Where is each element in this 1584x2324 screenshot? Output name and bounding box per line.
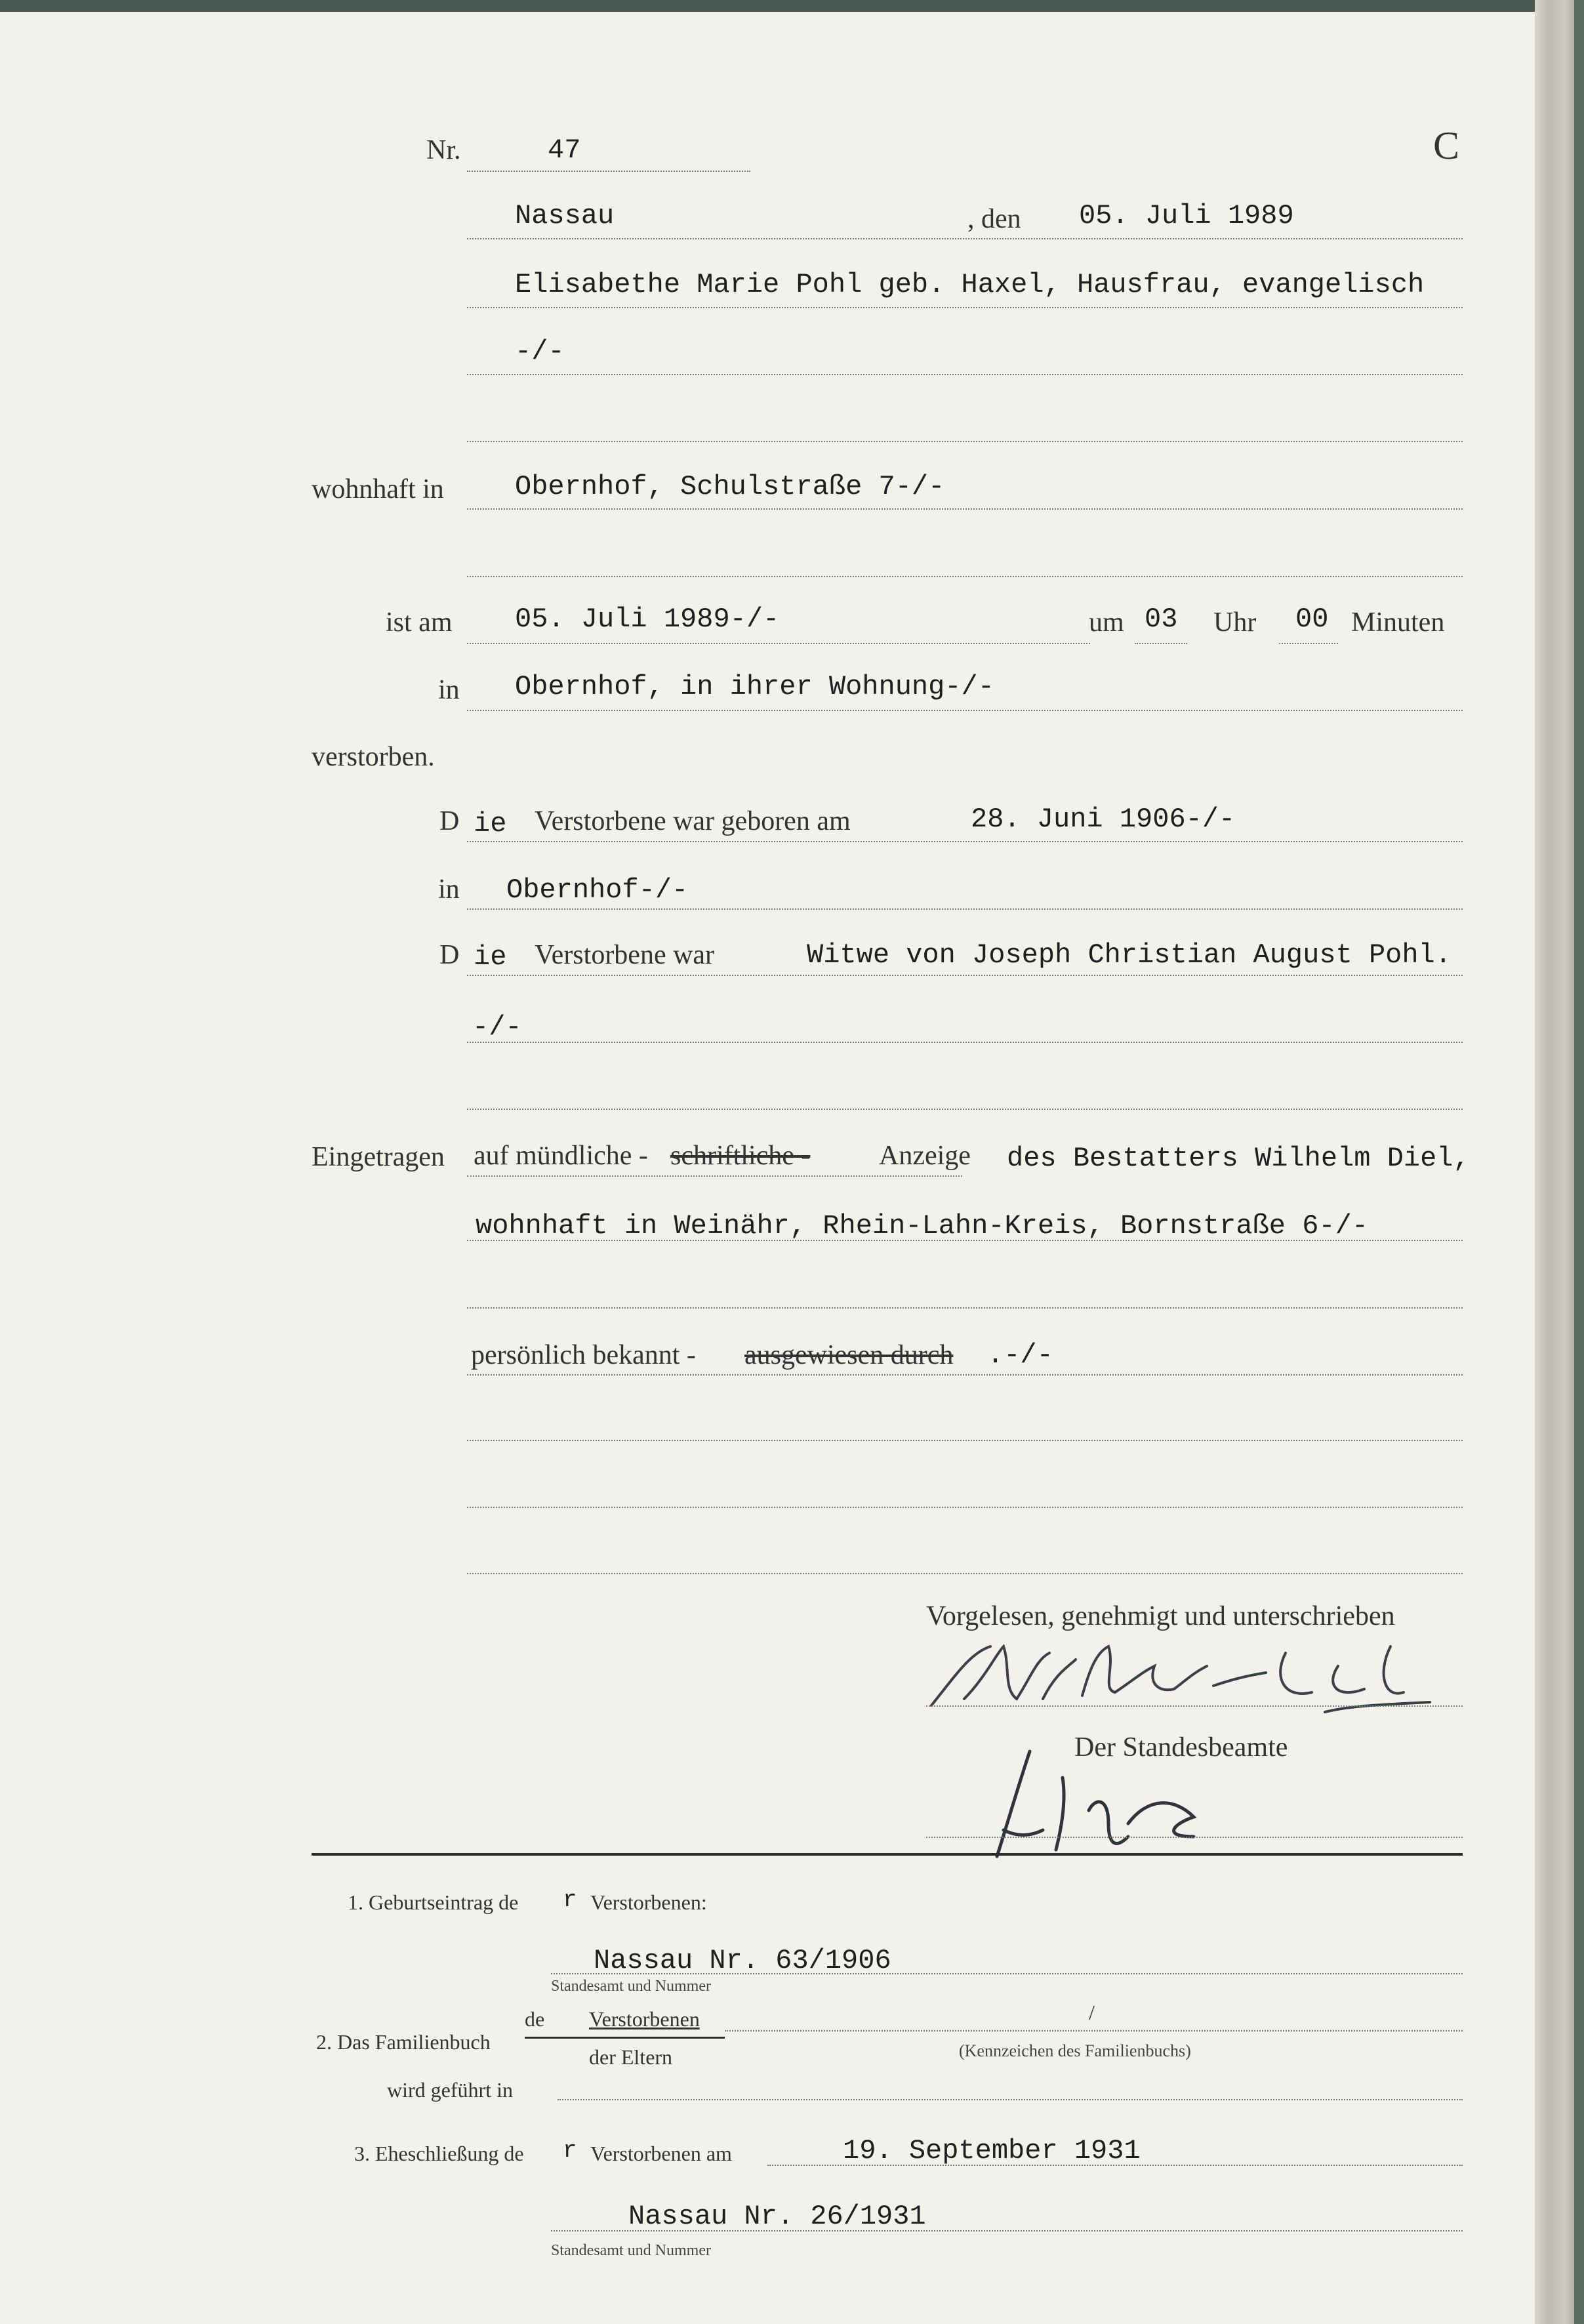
identity-known: persönlich bekannt - — [471, 1340, 696, 1370]
death-minutes: 00 — [1295, 603, 1329, 635]
line — [926, 1705, 1463, 1707]
birth-d: D — [439, 806, 460, 836]
line — [467, 1374, 1463, 1376]
line — [467, 1440, 1463, 1441]
minuten-label: Minuten — [1351, 607, 1445, 638]
footer-item2-de: de — [525, 2007, 545, 2031]
death-date: 05. Juli 1989-/- — [515, 603, 780, 635]
status-extra: -/- — [472, 1011, 522, 1043]
birth-place: Obernhof-/- — [506, 874, 689, 906]
footer-item1-value: Nassau Nr. 63/1906 — [594, 1945, 891, 1976]
line — [1279, 643, 1338, 644]
birth-text: Verstorbene war geboren am — [535, 806, 851, 836]
death-place: Obernhof, in ihrer Wohnung-/- — [515, 671, 994, 703]
form-letter: C — [1433, 124, 1460, 167]
residence-label: wohnhaft in — [312, 474, 444, 504]
registration-written-struck: schriftliche - — [670, 1141, 811, 1171]
line — [467, 1240, 1463, 1241]
footer-item1-suffix: Verstorbenen: — [590, 1890, 707, 1914]
death-in-label: in — [438, 675, 460, 705]
ist-am-label: ist am — [386, 607, 453, 638]
declarant-signature — [918, 1627, 1443, 1732]
footer-item2-kennzeichen: (Kennzeichen des Familienbuchs) — [959, 2041, 1191, 2060]
footer-item2-verstorbenen: Verstorbenen — [589, 2007, 700, 2031]
line — [725, 2030, 1463, 2031]
line — [1135, 643, 1187, 644]
line — [767, 2165, 1463, 2166]
line — [926, 1837, 1463, 1838]
death-hour: 03 — [1145, 603, 1178, 635]
line — [467, 441, 1463, 442]
footer-item3-r: r — [563, 2137, 577, 2164]
birth-in-label: in — [438, 874, 460, 905]
registration-oral: auf mündliche - — [474, 1141, 648, 1171]
line — [467, 576, 1463, 577]
birth-ie: ie — [474, 808, 507, 840]
footer-item2-eltern: der Eltern — [589, 2045, 673, 2069]
line — [467, 908, 1463, 910]
line — [558, 2099, 1463, 2100]
line — [467, 1507, 1463, 1508]
footer-item2-wird: wird geführt in — [387, 2078, 513, 2102]
registration-anzeige: Anzeige — [879, 1141, 971, 1171]
line — [467, 1109, 1463, 1110]
uhr-label: Uhr — [1213, 607, 1257, 638]
verstorben-label: verstorben. — [312, 742, 435, 772]
line — [467, 1573, 1463, 1574]
footer-caption-3: Standesamt und Nummer — [551, 2242, 711, 2259]
line — [467, 374, 1463, 375]
nr-line — [467, 171, 750, 172]
line — [467, 975, 1463, 976]
registry-place: Nassau — [515, 200, 615, 232]
line — [467, 710, 1463, 711]
registration-value-1: des Bestatters Wilhelm Diel, — [1007, 1143, 1470, 1174]
identity-value: .-/- — [987, 1339, 1053, 1371]
registry-date: 05. Juli 1989 — [1079, 200, 1294, 232]
nr-value: 47 — [548, 134, 581, 166]
residence-value: Obernhof, Schulstraße 7-/- — [515, 471, 945, 502]
nr-label: Nr. — [426, 135, 461, 165]
read-approved-signed: Vorgelesen, genehmigt und unterschrieben — [926, 1601, 1395, 1631]
footer-item1-r: r — [563, 1886, 577, 1913]
identity-struck: ausgewiesen durch — [744, 1340, 954, 1370]
footer-item2-divider — [525, 2037, 725, 2039]
footer-separator — [312, 1853, 1463, 1856]
line — [551, 2230, 1463, 2232]
footer-item2-slash: / — [1089, 2001, 1095, 2024]
footer-item3-value: Nassau Nr. 26/1931 — [628, 2201, 926, 2232]
line — [467, 508, 1463, 510]
status-ie: ie — [474, 941, 507, 973]
footer-item2-label: 2. Das Familienbuch — [316, 2030, 491, 2054]
um-label: um — [1089, 607, 1124, 638]
registration-value-2: wohnhaft in Weinähr, Rhein-Lahn-Kreis, Bornstraße 6-/- — [476, 1210, 1369, 1242]
line — [467, 1307, 1463, 1309]
line — [467, 307, 1463, 308]
den-label: , den — [967, 204, 1021, 234]
footer-item3-date: 19. September 1931 — [843, 2135, 1141, 2167]
deceased-name: Elisabethe Marie Pohl geb. Haxel, Hausfrau, evangelisch — [515, 269, 1425, 300]
birth-date: 28. Juni 1906-/- — [971, 804, 1236, 835]
registrar-signature — [977, 1738, 1253, 1869]
deceased-extra: -/- — [515, 336, 565, 367]
line — [551, 1973, 1463, 1974]
status-d: D — [439, 940, 460, 970]
footer-item3-label: 3. Eheschließung de — [354, 2142, 524, 2165]
registration-label: Eingetragen — [312, 1142, 445, 1172]
line — [467, 238, 1463, 239]
footer-item3-suffix: Verstorbenen am — [590, 2142, 732, 2165]
footer-item1-label: 1. Geburtseintrag de — [348, 1890, 519, 1914]
line — [467, 841, 1463, 842]
line — [467, 1175, 962, 1177]
line — [467, 1042, 1463, 1043]
registrar-title: Der Standesbeamte — [1074, 1732, 1288, 1763]
status-value: Witwe von Joseph Christian August Pohl. — [807, 939, 1452, 971]
footer-caption-1: Standesamt und Nummer — [551, 1978, 711, 1995]
book-cover-edge — [1574, 0, 1584, 2324]
line — [467, 643, 1090, 644]
status-text: Verstorbene war — [535, 940, 715, 970]
